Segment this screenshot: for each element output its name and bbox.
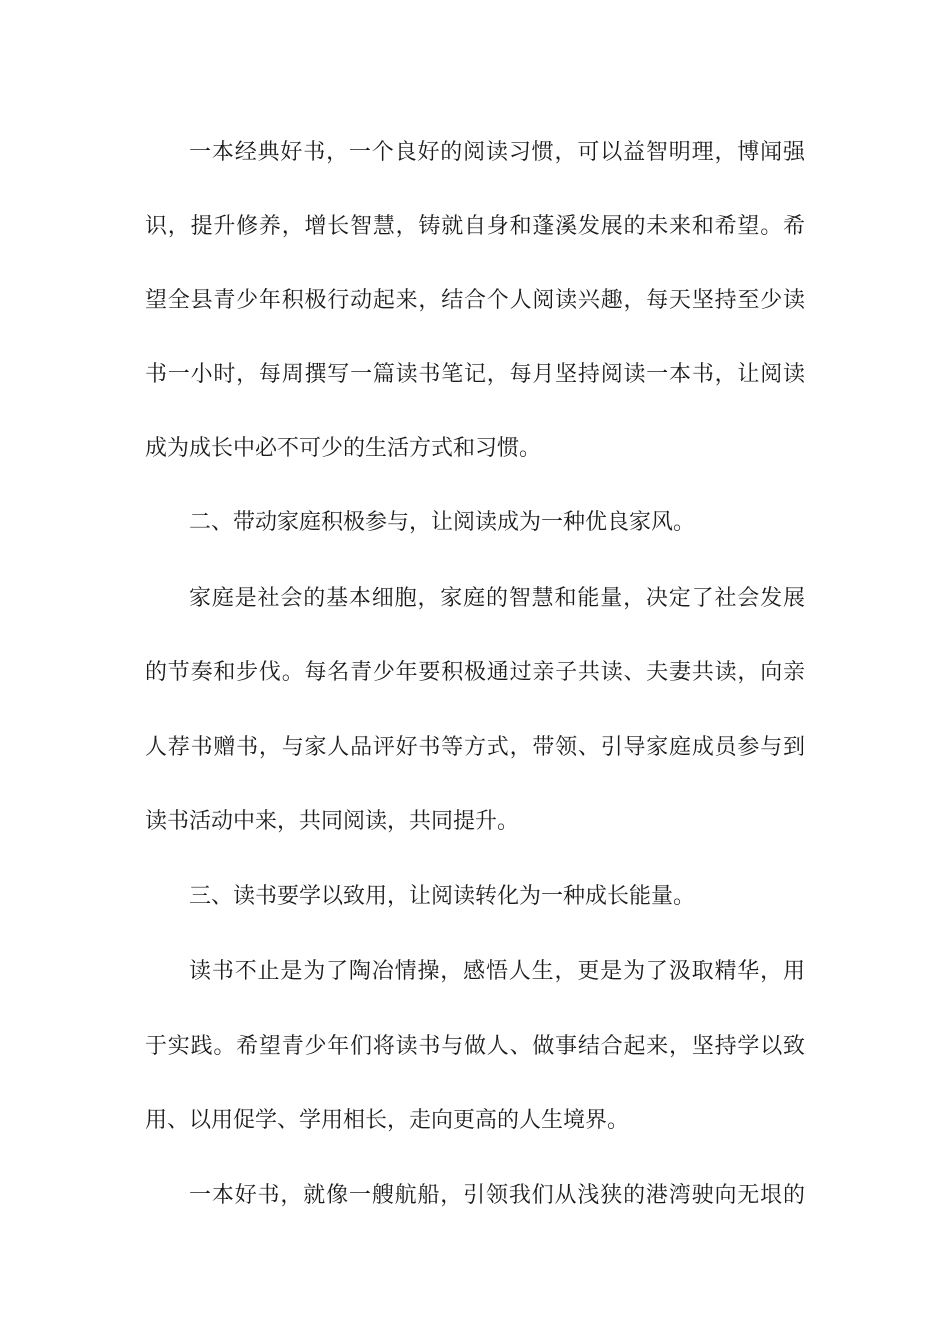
paragraph-line: 一本经典好书，一个良好的阅读习惯，可以益智明理，博闻强 — [189, 140, 805, 165]
paragraph-line: 望全县青少年积极行动起来，结合个人阅读兴趣，每天坚持至少读 — [145, 288, 805, 313]
paragraph-line: 于实践。希望青少年们将读书与做人、做事结合起来，坚持学以致 — [145, 1034, 805, 1059]
paragraph-line: 一本好书，就像一艘航船，引领我们从浅狭的港湾驶向无垠的 — [189, 1183, 805, 1208]
paragraph-line: 读书活动中来，共同阅读，共同提升。 — [145, 809, 520, 834]
paragraph-line: 成为成长中必不可少的生活方式和习惯。 — [145, 436, 542, 461]
paragraph-line: 书一小时，每周撰写一篇读书笔记，每月坚持阅读一本书，让阅读 — [145, 362, 805, 387]
paragraph-line: 家庭是社会的基本细胞，家庭的智慧和能量，决定了社会发展 — [189, 586, 805, 611]
section-heading: 三、读书要学以致用，让阅读转化为一种成长能量。 — [189, 884, 696, 909]
section-heading: 二、带动家庭积极参与，让阅读成为一种优良家风。 — [189, 510, 696, 535]
paragraph-line: 识，提升修养，增长智慧，铸就自身和蓬溪发展的未来和希望。希 — [145, 214, 805, 239]
paragraph-line: 用、以用促学、学用相长，走向更高的人生境界。 — [145, 1108, 630, 1133]
paragraph-line: 人荐书赠书，与家人品评好书等方式，带领、引导家庭成员参与到 — [145, 735, 805, 760]
paragraph-line: 读书不止是为了陶冶情操，感悟人生，更是为了汲取精华，用 — [189, 959, 805, 984]
paragraph-line: 的节奏和步伐。每名青少年要积极通过亲子共读、夫妻共读，向亲 — [145, 660, 805, 685]
